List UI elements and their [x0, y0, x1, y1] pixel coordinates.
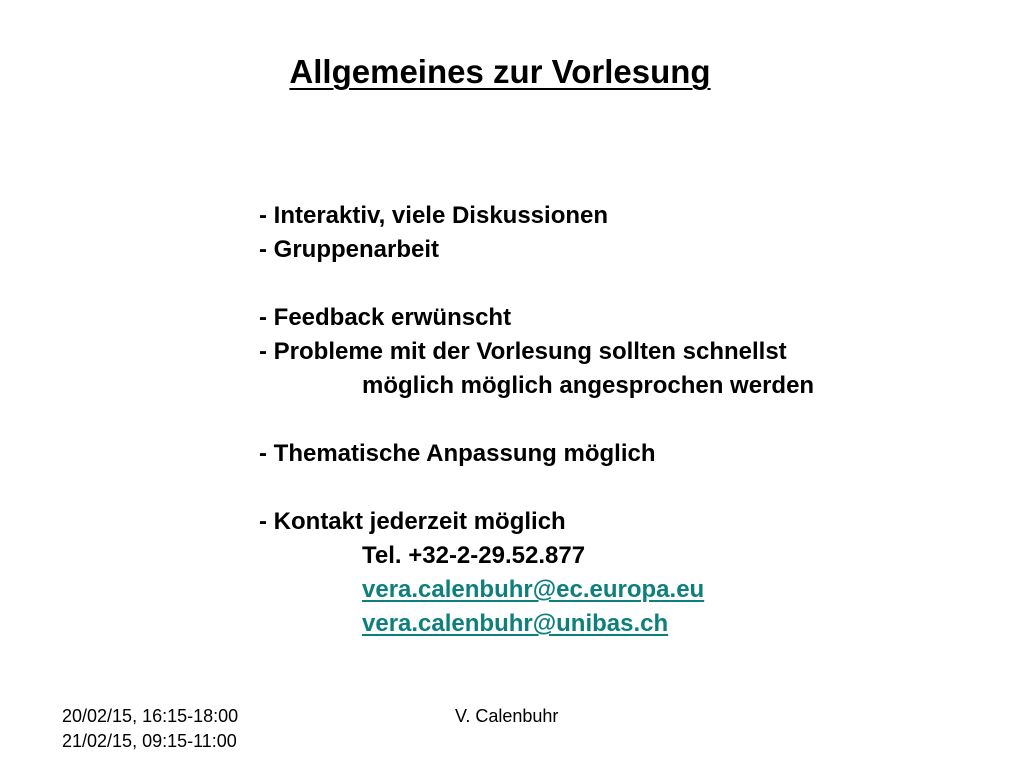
email-link-ec[interactable]: vera.calenbuhr@ec.europa.eu: [362, 576, 705, 603]
footer-author: V. Calenbuhr: [455, 706, 559, 726]
bullet-contact: - Kontakt jederzeit möglich: [259, 508, 566, 535]
contact-phone: Tel. +32-2-29.52.877: [362, 542, 586, 569]
bullet-feedback: - Feedback erwünscht: [259, 304, 512, 331]
contact-email-row-unibas: [259, 607, 814, 641]
spacer: [259, 403, 814, 437]
footer-date: [62, 704, 238, 754]
slide-title: Allgemeines zur Vorlesung: [289, 53, 711, 90]
bullet-interactive: - Interaktiv, viele Diskussionen: [259, 202, 609, 229]
footer-date-line: 21/02/15, 09:15-11:00: [62, 731, 237, 751]
bullet-group-work: - Gruppenarbeit: [259, 236, 440, 263]
spacer: [259, 471, 814, 505]
bullet-thematic: - Thematische Anpassung möglich: [259, 440, 656, 467]
email-link-unibas[interactable]: vera.calenbuhr@unibas.ch: [362, 610, 669, 637]
bullet-list: [259, 199, 814, 641]
contact-email-row-ec: [259, 573, 814, 607]
footer-date-line: 20/02/15, 16:15-18:00: [62, 706, 239, 726]
spacer: [259, 267, 814, 301]
bullet-problems: - Probleme mit der Vorlesung sollten schnellst: [259, 338, 787, 365]
bullet-problems-continuation: möglich möglich angesprochen werden: [362, 372, 815, 399]
